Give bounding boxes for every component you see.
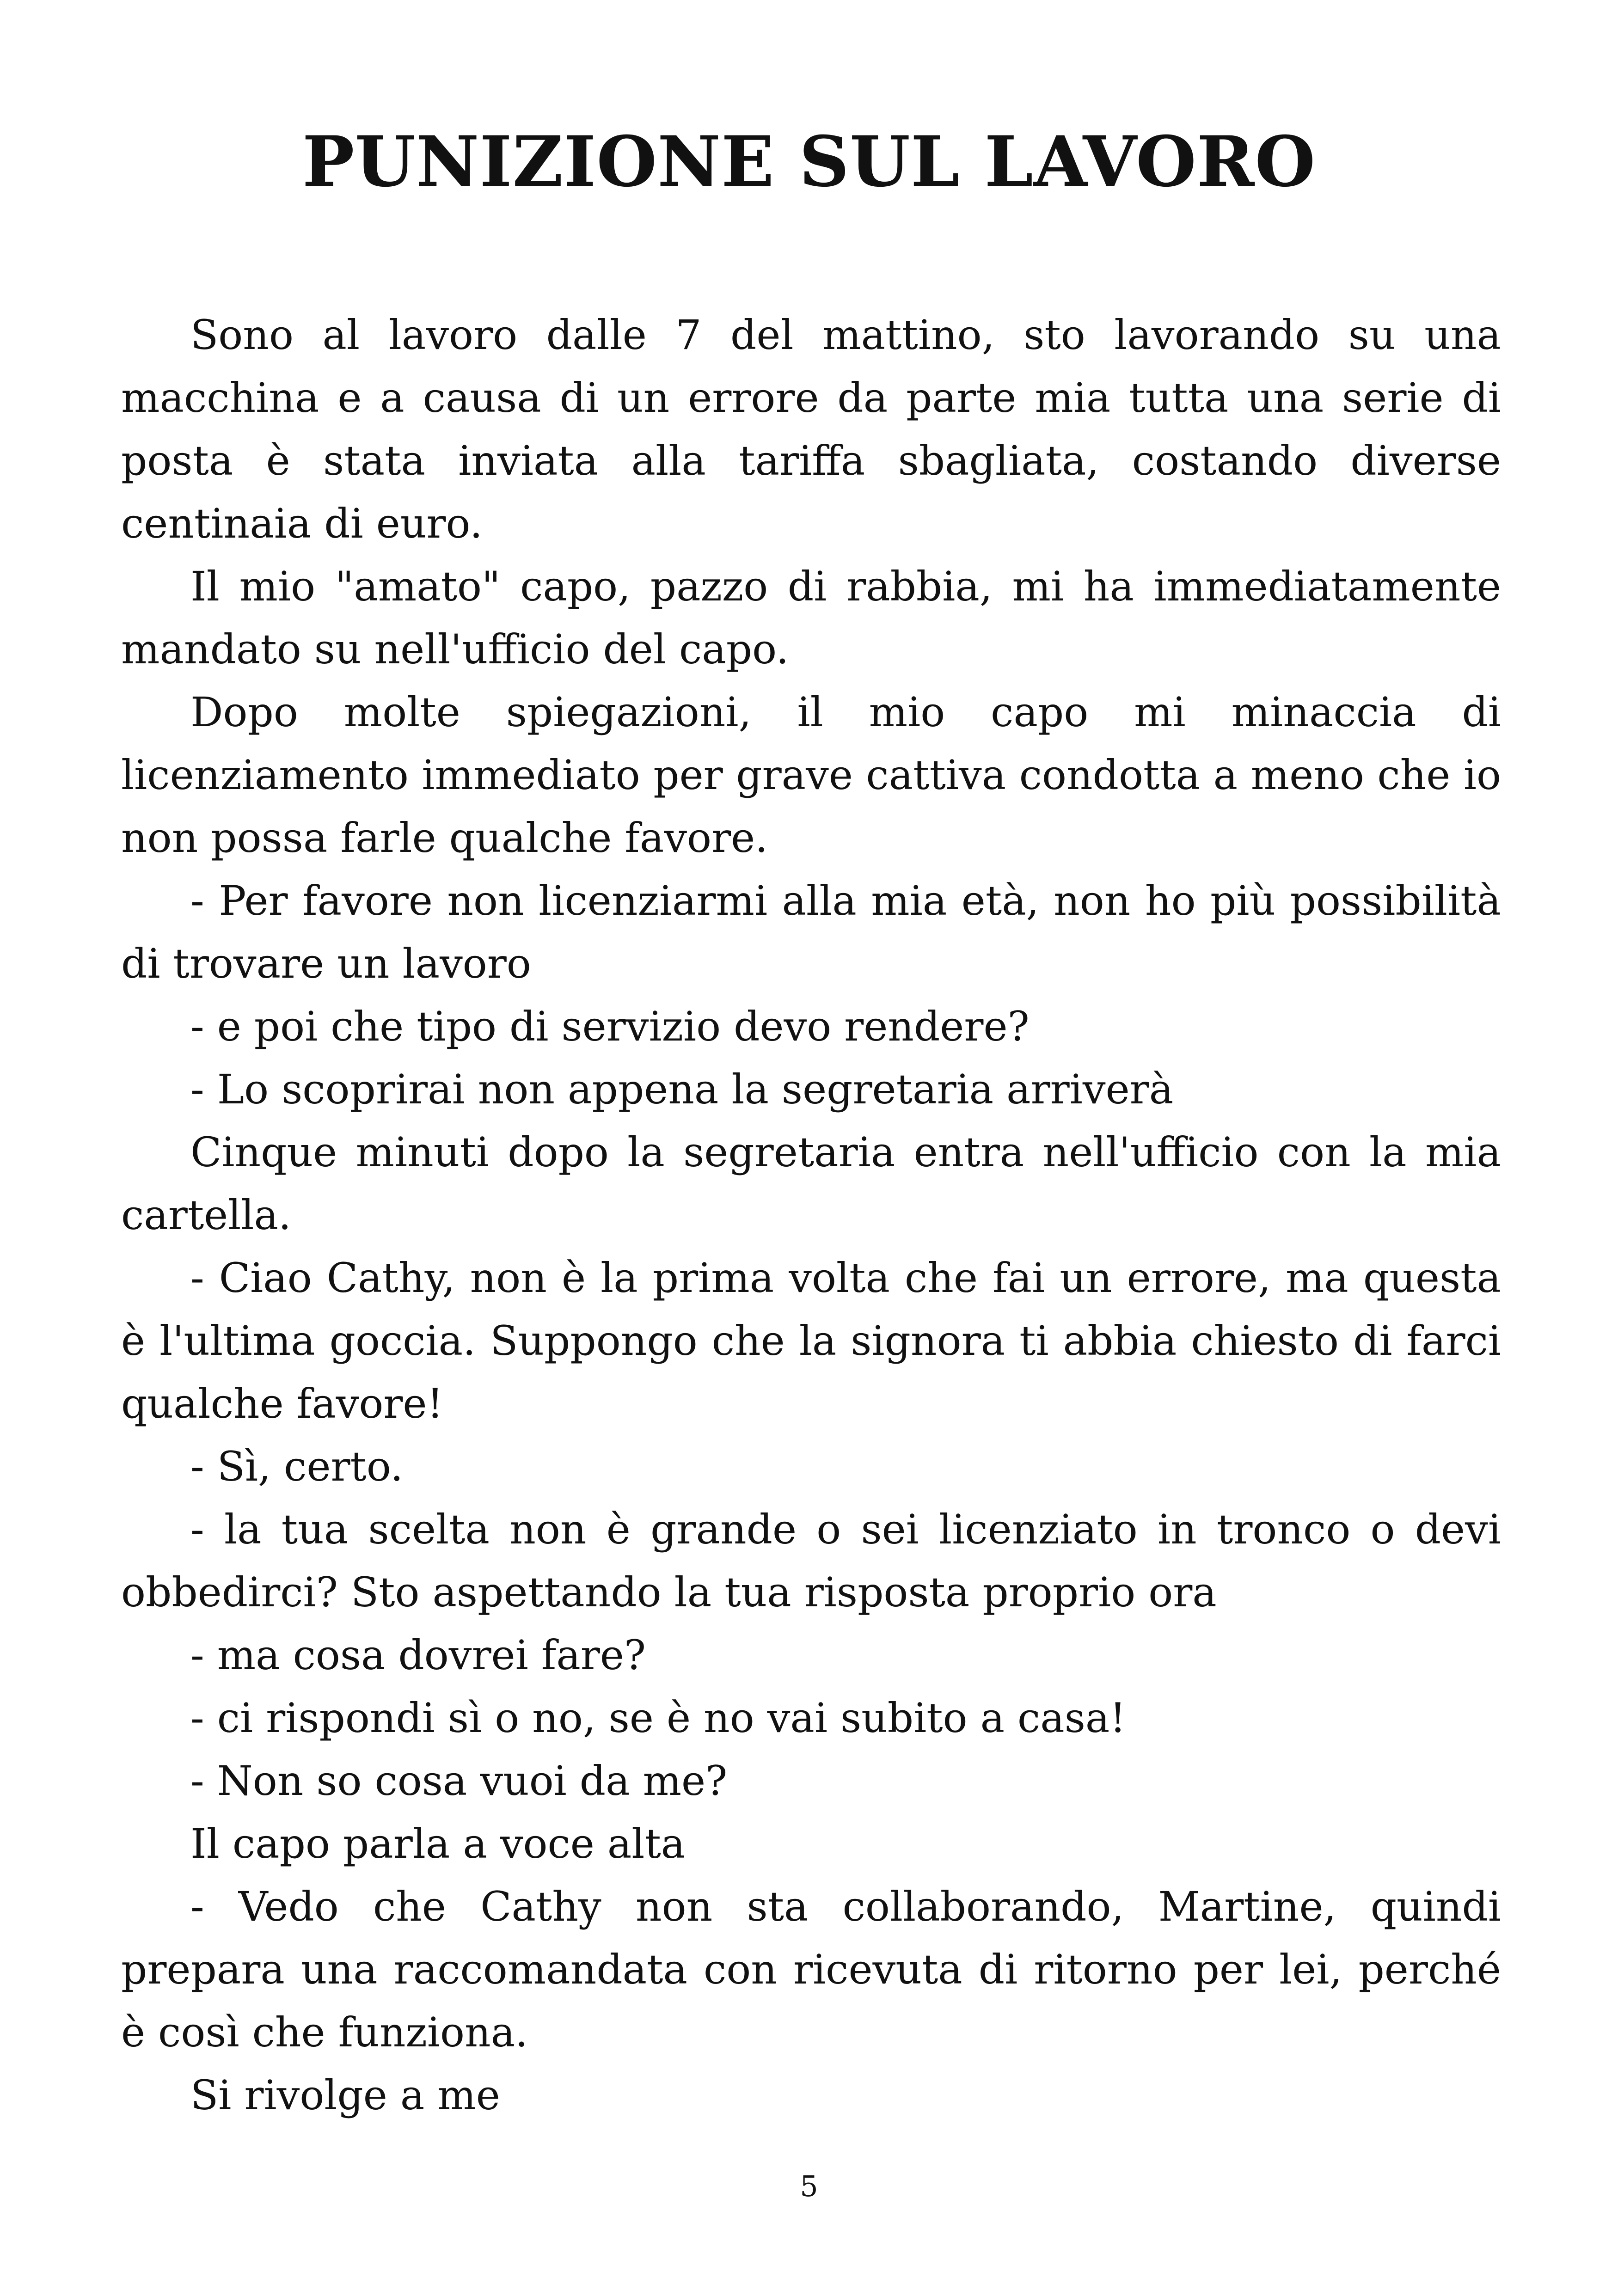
dialogue-line: - Ciao Cathy, non è la prima volta che fai un errore, ma questa è l'ultima goccia. Suppongo che la signora ti abbia chiesto di farci qualche favore!: [121, 1254, 1501, 1427]
dialogue-line: - Lo scoprirai non appena la segretaria arriverà: [190, 1065, 1174, 1113]
chapter-body: [121, 304, 1501, 2127]
paragraph: Il mio "amato" capo, pazzo di rabbia, mi ha immediatamente mandato su nell'ufficio del capo.: [121, 563, 1501, 673]
dialogue-line: - Non so cosa vuoi da me?: [190, 1757, 728, 1805]
dialogue-line: - e poi che tipo di servizio devo rendere?: [190, 1003, 1030, 1050]
dialogue-line: - ci rispondi sì o no, se è no vai subito a casa!: [190, 1694, 1126, 1742]
dialogue-line: - Per favore non licenziarmi alla mia età, non ho più possibilità di trovare un lavoro: [121, 877, 1501, 987]
dialogue-line: - ma cosa dovrei fare?: [190, 1631, 646, 1679]
paragraph: Cinque minuti dopo la segretaria entra nell'ufficio con la mia cartella.: [121, 1128, 1501, 1239]
paragraph: Il capo parla a voce alta: [190, 1820, 686, 1867]
paragraph: Si rivolge a me: [190, 2071, 500, 2119]
dialogue-line: - Sì, certo.: [190, 1443, 404, 1490]
dialogue-line: - Vedo che Cathy non sta collaborando, Martine, quindi prepara una raccomandata con ricevuta di ritorno per lei, perché è così che funziona.: [121, 1883, 1501, 2056]
page-number: 5: [800, 2169, 818, 2203]
chapter-title: PUNIZIONE SUL LAVORO: [302, 121, 1316, 202]
paragraph: Sono al lavoro dalle 7 del mattino, sto lavorando su una macchina e a causa di un errore da parte mia tutta una serie di posta è stata inviata alla tariffa sbagliata, costando diverse centinaia di euro.: [121, 311, 1501, 547]
dialogue-line: - la tua scelta non è grande o sei licenziato in tronco o devi obbedirci? Sto aspettando la tua risposta proprio ora: [121, 1506, 1501, 1616]
paragraph: Dopo molte spiegazioni, il mio capo mi minaccia di licenziamento immediato per grave cattiva condotta a meno che io non possa farle qualche favore.: [121, 688, 1501, 862]
